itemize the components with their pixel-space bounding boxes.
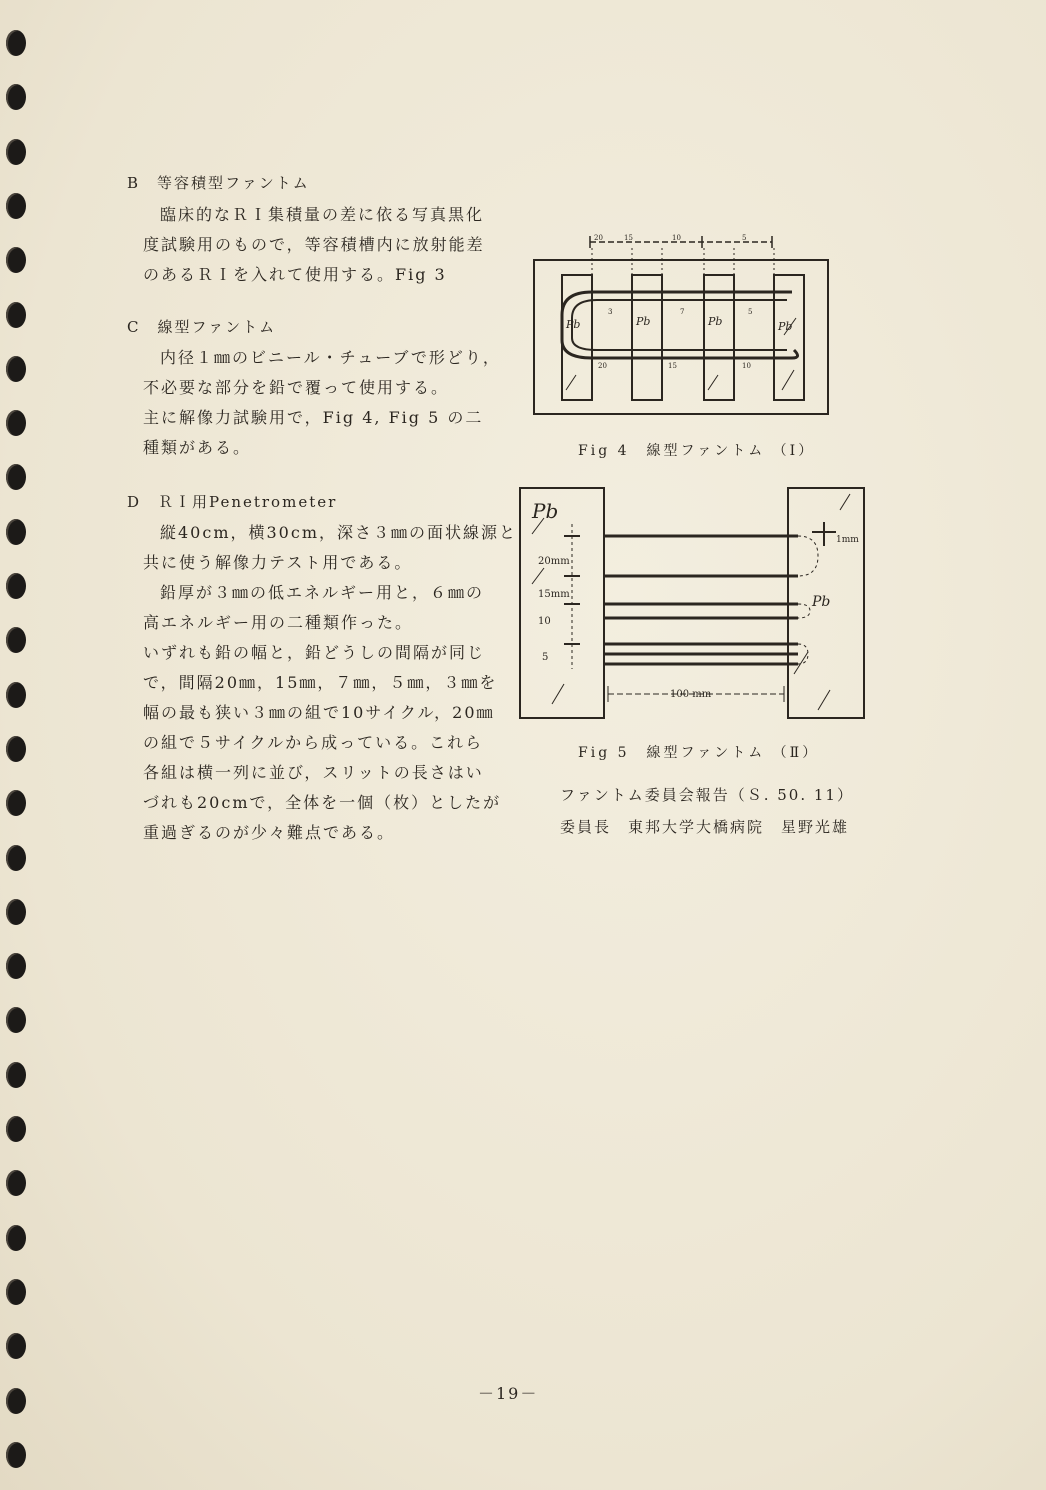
binding-hole <box>6 790 26 816</box>
section-b-line-2: 度試験用のもので，等容積槽内に放射能差 <box>143 235 485 254</box>
binding-hole <box>6 84 26 110</box>
figure-5-linear-phantom-diagram <box>518 484 868 724</box>
section-d-line-4: 高エネルギー用の二種類作った。 <box>143 613 414 632</box>
section-d-line-7: 幅の最も狭い３㎜の組で10サイクル，20㎜ <box>143 703 495 722</box>
binding-hole <box>6 302 26 328</box>
binding-hole <box>6 1225 26 1251</box>
section-d-line-2: 共に使う解像力テスト用である。 <box>143 553 413 572</box>
report-title: ファントム委員会報告（Ｓ. 50. 11） <box>560 786 854 804</box>
binding-hole <box>6 736 26 762</box>
binding-hole <box>6 1442 26 1468</box>
section-b-line-1: 臨床的なＲＩ集積量の差に依る写真黒化 <box>160 205 485 224</box>
section-b-line-3: のあるＲＩを入れて使用する。Fig 3 <box>143 265 447 284</box>
binding-hole <box>6 899 26 925</box>
fig4-dim-1: 20 <box>594 234 603 242</box>
fig4-dim-10: 3 <box>608 308 613 316</box>
binding-hole <box>6 1388 26 1414</box>
fig4-dim-4: 5 <box>742 234 747 242</box>
figure-4-linear-phantom-diagram <box>532 230 832 420</box>
fig5-dim-1mm: 1mm <box>836 535 859 545</box>
section-d-line-10: づれも20cmで，全体を一個（枚）としたが <box>143 793 502 812</box>
binding-hole <box>6 1007 26 1033</box>
binding-hole <box>6 1279 26 1305</box>
fig4-dim-2: 15 <box>624 234 633 242</box>
figure-5-caption: Fig 5 線型ファントム （Ⅱ） <box>578 745 820 761</box>
fig5-dim-10: 10 <box>538 616 551 627</box>
fig4-dim-9: 5 <box>748 308 753 316</box>
section-c-heading: C 線型ファントム <box>127 318 277 336</box>
binding-hole <box>6 356 26 382</box>
section-b-heading: B 等容積型ファントム <box>127 174 310 192</box>
fig4-dim-5: 20 <box>598 362 607 370</box>
binding-hole <box>6 519 26 545</box>
fig5-dim-20: 20mm <box>538 556 570 567</box>
binding-hole <box>6 845 26 871</box>
figure-4-caption: Fig 4 線型ファントム （Ⅰ） <box>578 443 816 459</box>
fig4-dim-6: 15 <box>668 362 677 370</box>
fig5-dim-100mm: 100 mm <box>670 689 712 700</box>
binding-hole <box>6 953 26 979</box>
section-d-heading: D ＲＩ用Penetrometer <box>127 493 338 511</box>
section-d-line-1: 縦40cm，横30cm，深さ３㎜の面状線源と <box>160 523 517 542</box>
binding-hole <box>6 139 26 165</box>
binding-hole <box>6 464 26 490</box>
binding-hole <box>6 193 26 219</box>
fig4-pb-label-3: Pb <box>708 315 723 328</box>
fig4-dim-8: 7 <box>680 308 685 316</box>
section-d-line-3: 鉛厚が３㎜の低エネルギー用と，６㎜の <box>160 583 485 602</box>
section-c-line-1: 内径１㎜のビニール・チューブで形どり， <box>160 348 501 367</box>
page-number: －19－ <box>478 1384 539 1403</box>
binding-hole <box>6 410 26 436</box>
fig4-pb-label-1: Pb <box>566 318 581 331</box>
section-c-line-4: 種類がある。 <box>143 438 252 457</box>
section-c-line-2: 不必要な部分を鉛で覆って使用する。 <box>143 378 450 397</box>
fig4-pb-label-4: Pb <box>778 320 793 333</box>
binding-hole <box>6 627 26 653</box>
binding-hole <box>6 1170 26 1196</box>
fig4-dim-3: 10 <box>672 234 681 242</box>
fig5-pb-label-left: Pb <box>532 499 559 523</box>
binding-hole <box>6 30 26 56</box>
binding-hole <box>6 682 26 708</box>
binding-hole <box>6 1062 26 1088</box>
binding-holes <box>0 0 40 1490</box>
section-d-line-11: 重過ぎるのが少々難点である。 <box>143 823 396 842</box>
fig5-dim-15: 15mm <box>538 589 570 600</box>
section-c-line-3: 主に解像力試験用で，Fig 4, Fig 5 の二 <box>143 408 484 427</box>
fig5-pb-label-right: Pb <box>812 594 831 610</box>
fig5-dim-5: 5 <box>542 652 549 663</box>
section-d-line-6: で，間隔20㎜，15㎜，７㎜，５㎜，３㎜を <box>143 673 498 692</box>
binding-hole <box>6 1116 26 1142</box>
section-d-line-9: 各組は横一列に並び，スリットの長さはい <box>143 763 484 782</box>
binding-hole <box>6 573 26 599</box>
section-d-line-8: の組で５サイクルから成っている。これら <box>143 733 484 752</box>
binding-hole <box>6 1333 26 1359</box>
fig4-pb-label-2: Pb <box>636 315 651 328</box>
section-d-line-5: いずれも鉛の幅と，鉛どうしの間隔が同じ <box>143 643 486 662</box>
report-author: 委員長 東邦大学大橋病院 星野光雄 <box>560 818 850 836</box>
binding-hole <box>6 247 26 273</box>
fig4-dim-7: 10 <box>742 362 751 370</box>
